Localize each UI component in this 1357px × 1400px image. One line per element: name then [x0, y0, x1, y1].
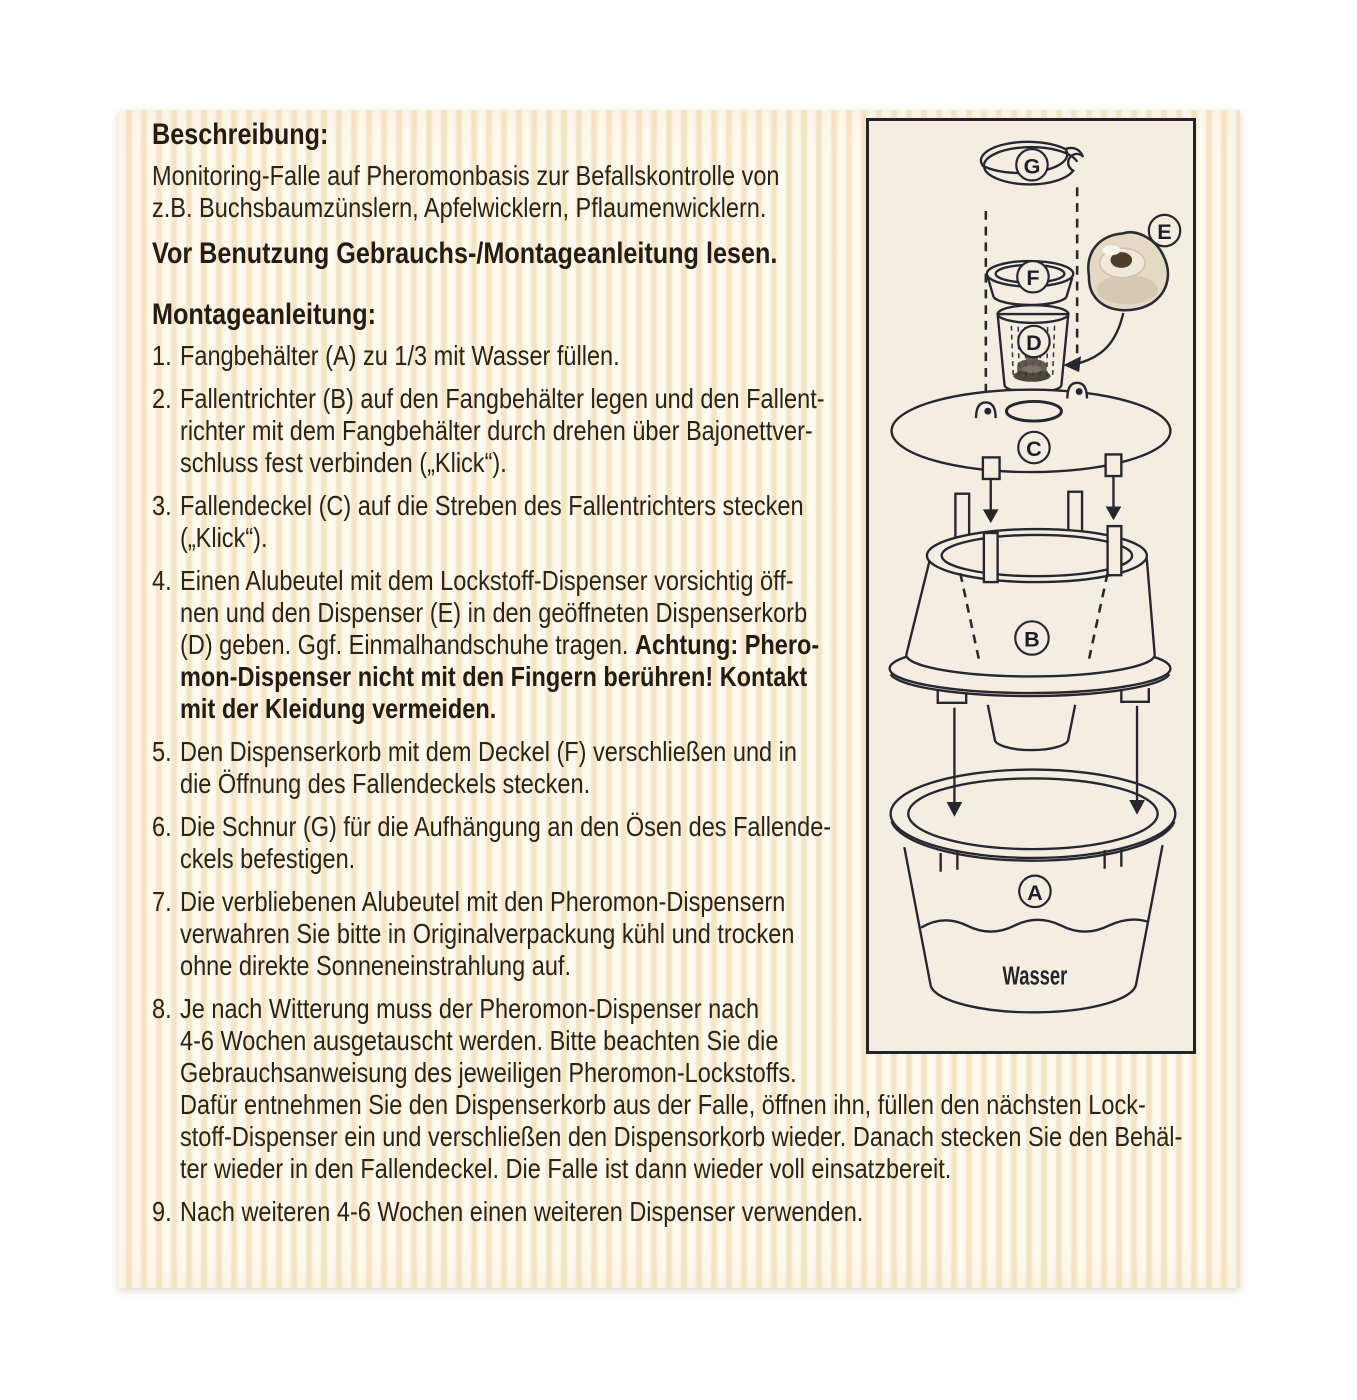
- text-line: [180, 1057, 1182, 1089]
- label-letter-a: A: [1027, 879, 1043, 905]
- step-text: [180, 811, 955, 875]
- funnel-post-front-right: [1108, 526, 1122, 575]
- text-run: stoff-Dispenser ein und verschließen den Dispensorkorb wieder. Danach stecken Sie den Behäl-: [180, 1121, 1183, 1152]
- text-run: Je nach Witterung muss der Pheromon-Dispenser nach: [180, 993, 760, 1024]
- text-line: [180, 811, 831, 843]
- text-run: („Klick“).: [180, 522, 268, 553]
- read-before-use-notice: Vor Benutzung Gebrauchs-/Montageanleitung lesen.: [152, 237, 778, 270]
- warning-text-run: Achtung: Phero-: [634, 629, 820, 660]
- container-rim-outer: [891, 770, 1176, 858]
- dispenser-shadow: [1097, 275, 1158, 304]
- step-text: [180, 1196, 994, 1228]
- instruction-text-column: [152, 110, 1183, 1228]
- trap-lid-c: [892, 383, 1171, 523]
- text-run: richter mit dem Fangbehälter durch drehen über Bajonettver-: [180, 415, 813, 446]
- warning-text-run: mit der Kleidung vermeiden.: [180, 693, 497, 724]
- package-label: [118, 110, 1240, 1288]
- step-number: 2.: [152, 383, 172, 414]
- text-run: Den Dispenserkorb mit dem Deckel (F) verschließen und in: [180, 736, 797, 767]
- assembly-steps: [152, 340, 1183, 1228]
- step-text: [180, 490, 922, 554]
- assembly-heading: Montageanleitung:: [152, 298, 376, 331]
- text-line: [180, 886, 794, 918]
- text-line: [180, 843, 831, 875]
- assembly-step: [152, 565, 892, 725]
- text-line: [180, 340, 620, 372]
- hanging-eyelet-right: [1067, 383, 1087, 399]
- label-letter-c: C: [1026, 436, 1042, 462]
- text-run: Fallentrichter (B) auf den Fangbehälter legen und den Fallent-: [180, 383, 825, 414]
- label-letter-g: G: [1023, 153, 1041, 179]
- dispenser-highlight: [1103, 245, 1121, 255]
- funnel-spout-cup: [988, 705, 1075, 750]
- step-number: 6.: [152, 811, 172, 842]
- text-line: [180, 1196, 863, 1228]
- assembly-step: [152, 490, 892, 554]
- step-number: 4.: [152, 565, 172, 596]
- text-line: [152, 160, 780, 192]
- text-run: Monitoring-Falle auf Pheromonbasis zur Befallskontrolle von: [152, 160, 780, 191]
- text-run: Gebrauchsanweisung des jeweiligen Pheromon-Lockstoffs.: [180, 1057, 797, 1088]
- text-line: [152, 192, 774, 224]
- text-line: [180, 1121, 1182, 1153]
- text-line: [180, 661, 819, 693]
- step-number: 7.: [152, 886, 172, 917]
- text-run: schluss fest verbinden („Klick“).: [180, 447, 507, 478]
- lid-skirt-bottom: [994, 297, 1067, 305]
- text-run: (D) geben. Ggf. Einmalhandschuhe tragen.: [180, 629, 635, 660]
- label-letter-d: D: [1026, 330, 1042, 356]
- text-run: z.B. Buchsbaumzünslern, Apfelwicklern, Pflaumenwicklern.: [152, 192, 767, 223]
- description-heading: Beschreibung:: [152, 118, 329, 151]
- exploded-view-drawing: [869, 121, 1193, 1051]
- text-run: Dafür entnehmen Sie den Dispenserkorb aus der Falle, öffnen ihn, füllen den nächsten Lock-: [180, 1089, 1146, 1120]
- text-line: [180, 522, 804, 554]
- assembly-step: [152, 993, 1183, 1185]
- insert-arrowhead: [1063, 356, 1081, 372]
- assembly-diagram: [866, 118, 1196, 1054]
- funnel-post-front-left: [984, 533, 998, 582]
- assembly-step: [152, 886, 892, 982]
- step-text: [180, 565, 941, 725]
- trap-funnel-b: [890, 492, 1171, 750]
- text-line: [180, 490, 804, 522]
- hanging-eyelet-left: [976, 402, 996, 418]
- step-text: [180, 736, 915, 800]
- step-text: [180, 383, 947, 479]
- step-number: 8.: [152, 993, 172, 1024]
- text-run: Einen Alubeutel mit dem Lockstoff-Dispenser vorsichtig öff-: [180, 565, 794, 596]
- assembly-step: [152, 340, 892, 372]
- dispenser-basket-d: [998, 305, 1069, 392]
- text-run: Fangbehälter (A) zu 1/3 mit Wasser füllen.: [180, 340, 620, 371]
- assembly-step: [152, 383, 892, 479]
- assembly-step: [152, 1196, 892, 1228]
- text-run: ohne direkte Sonneneinstrahlung auf.: [180, 950, 571, 981]
- text-run: Nach weiteren 4-6 Wochen einen weiteren Dispenser verwenden.: [180, 1196, 864, 1227]
- text-run: ckels befestigen.: [180, 843, 356, 874]
- text-line: [180, 736, 797, 768]
- text-run: verwahren Sie bitte in Originalverpackung kühl und trocken: [180, 918, 795, 949]
- label-letter-f: F: [1026, 265, 1040, 291]
- text-line: [180, 415, 825, 447]
- warning-text-run: mon-Dispenser nicht mit den Fingern berühren! Kontakt: [180, 661, 808, 692]
- text-line: [180, 918, 794, 950]
- tab-arrow-left-head: [983, 509, 999, 523]
- step-number: 1.: [152, 340, 172, 371]
- text-line: [180, 693, 819, 725]
- text-run: Die Schnur (G) für die Aufhängung an den Ösen des Fallende-: [180, 811, 832, 842]
- text-line: [180, 629, 819, 661]
- water-label: Wasser: [1002, 962, 1068, 991]
- text-line: [180, 447, 825, 479]
- step-number: 9.: [152, 1196, 172, 1227]
- text-line: [180, 1153, 1182, 1185]
- lid-tab-right: [1106, 454, 1122, 476]
- label-letter-b: B: [1024, 626, 1040, 652]
- step-number: 5.: [152, 736, 172, 767]
- text-line: [180, 565, 819, 597]
- text-line: [180, 950, 794, 982]
- text-line: [180, 383, 825, 415]
- description-body: [152, 160, 892, 224]
- text-line: [180, 597, 819, 629]
- tab-arrow-right-head: [1106, 506, 1122, 520]
- basket-lid-f: [987, 261, 1073, 305]
- assembly-step: [152, 811, 892, 875]
- label-letter-e: E: [1157, 219, 1172, 245]
- text-run: 4-6 Wochen ausgetauscht werden. Bitte beachten Sie die: [180, 1025, 779, 1056]
- assembly-step: [152, 736, 892, 800]
- text-run: Die verbliebenen Alubeutel mit den Pheromon-Dispensern: [180, 886, 786, 917]
- lid-tab-left: [983, 457, 1000, 479]
- step-number: 3.: [152, 490, 172, 521]
- text-run: Fallendeckel (C) auf die Streben des Fallentrichters stecken: [180, 490, 804, 521]
- step-text: [180, 886, 912, 982]
- text-run: ter wieder in den Fallendeckel. Die Falle ist dann wieder voll einsatzbereit.: [180, 1153, 952, 1184]
- hanging-loop-g: [981, 142, 1083, 185]
- text-run: nen und den Dispenser (E) in den geöffneten Dispenserkorb: [180, 597, 808, 628]
- insert-arrow-curve: [1079, 313, 1123, 363]
- text-run: die Öffnung des Fallendeckels stecken.: [180, 768, 591, 799]
- text-line: [180, 1089, 1182, 1121]
- text-line: [180, 768, 797, 800]
- pheromone-dispenser-photo-e: [1063, 215, 1180, 372]
- step-text: [180, 340, 703, 372]
